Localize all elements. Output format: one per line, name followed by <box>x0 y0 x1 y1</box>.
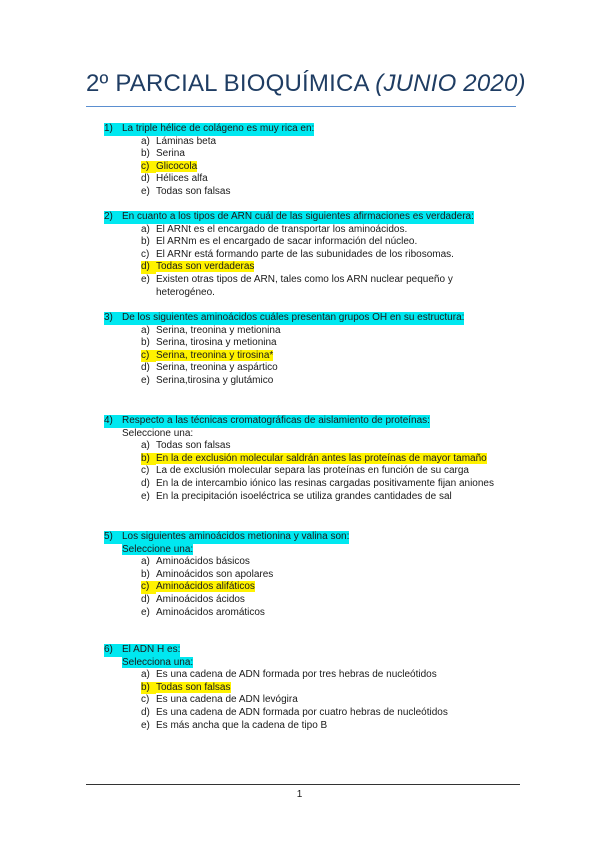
option-text: Es más ancha que la cadena de tipo B <box>156 719 328 731</box>
option-a: a) Serina, treonina y metionina <box>141 324 281 336</box>
question-4 <box>104 415 516 503</box>
option-text-highlighted: Aminoácidos alifáticos <box>156 581 255 593</box>
option-e: e) Aminoácidos aromáticos <box>141 606 265 618</box>
option-d: d) Hélices alfa <box>141 173 208 185</box>
option-e: e) Serina,tirosina y glutámico <box>141 374 274 386</box>
option-a: a) Es una cadena de ADN formada por tres hebras de nucleótidos <box>141 669 437 681</box>
option-a: a) El ARNt es el encargado de transportar los aminoácidos. <box>141 223 408 235</box>
option-text: El ARNr está formando parte de las subunidades de los ribosomas. <box>156 248 454 260</box>
question-number: 1) <box>104 123 122 136</box>
title-date: (JUNIO 2020) <box>375 70 526 97</box>
question-text: De los siguientes aminoácidos cuáles presentan grupos OH en su estructura: <box>122 312 465 323</box>
option-text: Todas son falsas <box>156 185 231 197</box>
option-b: b) Serina, tirosina y metionina <box>141 337 277 349</box>
question-number: 4) <box>104 415 122 428</box>
option-d: d) Serina, treonina y aspártico <box>141 362 278 374</box>
option-text: Es una cadena de ADN formada por cuatro hebras de nucleótidos <box>156 706 448 718</box>
option-b: b) Aminoácidos son apolares <box>141 568 274 580</box>
option-text: Todas son falsas <box>156 440 231 452</box>
option-d: d) En la de intercambio iónico las resinas cargadas positivamente fijan aniones <box>141 477 494 489</box>
option-c: c) Glicocola <box>141 160 198 172</box>
question-text: Respecto a las técnicas cromatográficas de aislamiento de proteínas: <box>122 415 430 426</box>
option-text: Serina, treonina y aspártico <box>156 362 278 374</box>
option-text: Aminoácidos aromáticos <box>156 606 265 618</box>
option-c: c) Es una cadena de ADN levógira <box>141 694 298 706</box>
option-text: Láminas beta <box>156 135 217 147</box>
question-text: El ADN H es: <box>122 644 181 655</box>
option-text: Hélices alfa <box>156 173 208 185</box>
option-a: a) Láminas beta <box>141 135 217 147</box>
option-c: c) Aminoácidos alifáticos <box>141 581 255 593</box>
option-text: Serina <box>156 148 185 160</box>
option-e: e) Existen otras tipos de ARN, tales como los ARN nuclear pequeño y heterogéneo. <box>141 273 453 298</box>
option-e: e) Todas son falsas <box>141 185 231 197</box>
option-b: b) Serina <box>141 148 185 160</box>
option-text: Es una cadena de ADN levógira <box>156 694 298 706</box>
page-title <box>86 70 526 98</box>
option-text: Serina,tirosina y glutámico <box>156 374 274 386</box>
option-text: Aminoácidos son apolares <box>156 568 274 580</box>
question-6 <box>104 644 516 732</box>
option-text: Aminoácidos básicos <box>156 556 250 568</box>
option-text: El ARNt es el encargado de transportar los aminoácidos. <box>156 223 408 235</box>
option-text-highlighted: En la de exclusión molecular saldrán antes las proteínas de mayor tamaño <box>156 452 487 464</box>
option-text: Es una cadena de ADN formada por tres hebras de nucleótidos <box>156 669 437 681</box>
option-c: c) La de exclusión molecular separa las proteínas en función de su carga <box>141 465 469 477</box>
title-underline <box>86 106 516 107</box>
question-number: 2) <box>104 211 122 224</box>
option-d: d) Es una cadena de ADN formada por cuatro hebras de nucleótidos <box>141 706 448 718</box>
option-text: La de exclusión molecular separa las proteínas en función de su carga <box>156 465 469 477</box>
option-text-highlighted: Todas son falsas <box>156 681 231 693</box>
option-text: En la de intercambio iónico las resinas cargadas positivamente fijan aniones <box>156 477 494 489</box>
option-c: c) Serina, treonina y tirosina* <box>141 349 274 361</box>
question-number: 6) <box>104 644 122 657</box>
option-b: b) El ARNm es el encargado de sacar información del núcleo. <box>141 236 418 248</box>
option-b: b) Todas son falsas <box>141 681 231 693</box>
option-c: c) El ARNr está formando parte de las subunidades de los ribosomas. <box>141 248 454 260</box>
option-d: d) Todas son verdaderas <box>141 261 255 273</box>
title-main: 2º PARCIAL BIOQUÍMICA <box>86 70 376 97</box>
option-text: Serina, tirosina y metionina <box>156 337 277 349</box>
option-a: a) Aminoácidos básicos <box>141 556 250 568</box>
option-d: d) Aminoácidos ácidos <box>141 593 245 605</box>
option-e: e) Es más ancha que la cadena de tipo B <box>141 719 328 731</box>
option-text: Aminoácidos ácidos <box>156 593 245 605</box>
option-text-highlighted: Serina, treonina y tirosina* <box>156 349 274 361</box>
option-text: Serina, treonina y metionina <box>156 324 281 336</box>
question-5 <box>104 531 476 619</box>
option-text-highlighted: Todas son verdaderas <box>156 261 255 273</box>
question-2 <box>104 211 476 299</box>
question-3 <box>104 312 476 388</box>
question-instruction: Selecciona una: <box>122 656 194 668</box>
footer-rule <box>86 784 520 785</box>
option-text-highlighted: Glicocola <box>156 160 198 172</box>
option-b: b) En la de exclusión molecular saldrán antes las proteínas de mayor tamaño <box>141 452 487 464</box>
question-1 <box>104 123 476 199</box>
question-text: En cuanto a los tipos de ARN cuál de las siguientes afirmaciones es verdadera: <box>122 211 474 222</box>
option-a: a) Todas son falsas <box>141 440 231 452</box>
option-text: El ARNm es el encargado de sacar información del núcleo. <box>156 236 418 248</box>
question-instruction: Seleccione una: <box>122 543 194 555</box>
question-instruction: Seleccione una: <box>122 427 194 439</box>
page-number: 1 <box>296 789 303 800</box>
option-text: En la precipitación isoeléctrica se utiliza grandes cantidades de sal <box>156 490 452 502</box>
question-text: Los siguientes aminoácidos metionina y valina son: <box>122 531 350 542</box>
question-number: 3) <box>104 312 122 325</box>
question-text: La triple hélice de colágeno es muy rica en: <box>122 123 315 134</box>
option-text: Existen otras tipos de ARN, tales como los ARN nuclear pequeño y heterogéneo. <box>156 273 453 298</box>
question-number: 5) <box>104 531 122 544</box>
option-e: e) En la precipitación isoeléctrica se utiliza grandes cantidades de sal <box>141 490 452 502</box>
